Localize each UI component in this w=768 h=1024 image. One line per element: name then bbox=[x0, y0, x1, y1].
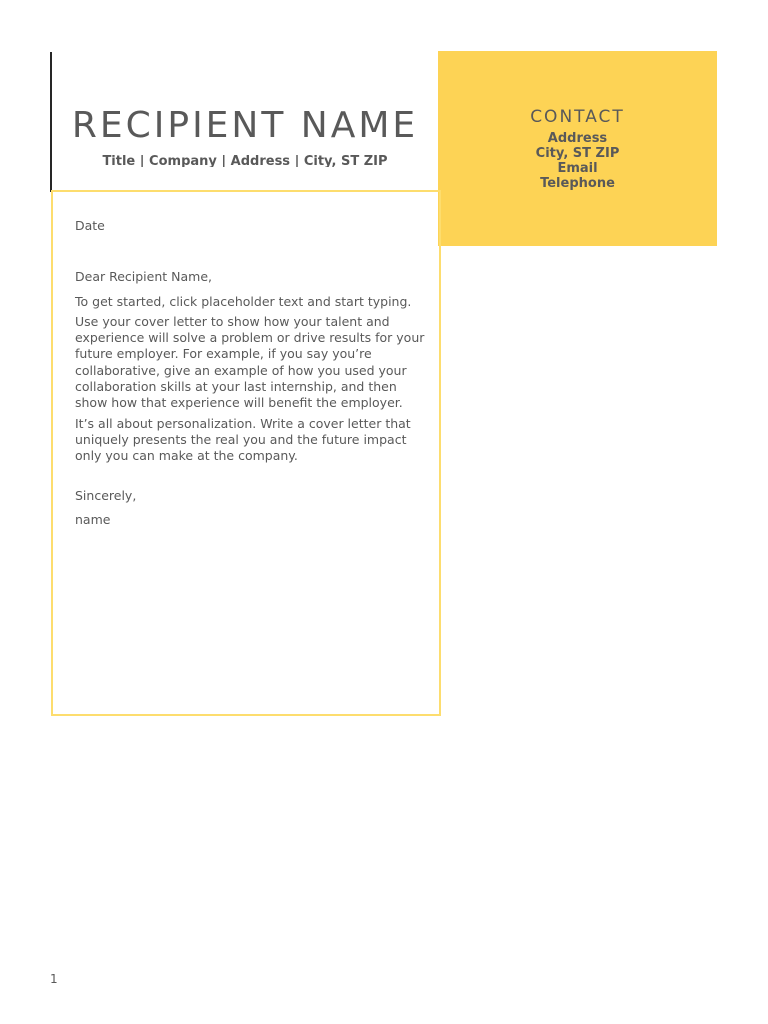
letter-signature[interactable]: name bbox=[75, 511, 111, 527]
letter-body bbox=[75, 218, 425, 528]
letter-paragraph[interactable]: Use your cover letter to show how your talent and experience will solve a problem or drive results for your future employer. For example, if you say you’re collaborative, give an example of how you used your collaboration skills at your last internship, and then show how that experience will benefit the employer. bbox=[75, 313, 425, 411]
letter-paragraph[interactable]: It’s all about personalization. Write a cover letter that uniquely presents the real you and the future impact only you can make at the company. bbox=[75, 415, 411, 464]
page-number: 1 bbox=[50, 972, 58, 986]
contact-heading[interactable]: CONTACT bbox=[530, 107, 625, 127]
contact-details bbox=[438, 131, 717, 191]
contact-address[interactable]: Address bbox=[547, 131, 608, 146]
letter-salutation[interactable]: Dear Recipient Name, bbox=[75, 269, 212, 285]
letter-box bbox=[51, 190, 441, 716]
contact-email[interactable]: Email bbox=[557, 161, 598, 176]
letter-paragraph[interactable]: To get started, click placeholder text and start typing. bbox=[75, 293, 412, 309]
contact-panel bbox=[438, 51, 717, 246]
recipient-name-heading[interactable]: RECIPIENT NAME bbox=[71, 105, 419, 146]
recipient-details[interactable]: Title | Company | Address | City, ST ZIP bbox=[102, 154, 388, 167]
letter-date[interactable]: Date bbox=[75, 218, 105, 233]
contact-telephone[interactable]: Telephone bbox=[540, 176, 615, 191]
letter-closing[interactable]: Sincerely, bbox=[75, 487, 137, 503]
contact-city[interactable]: City, ST ZIP bbox=[535, 146, 620, 161]
